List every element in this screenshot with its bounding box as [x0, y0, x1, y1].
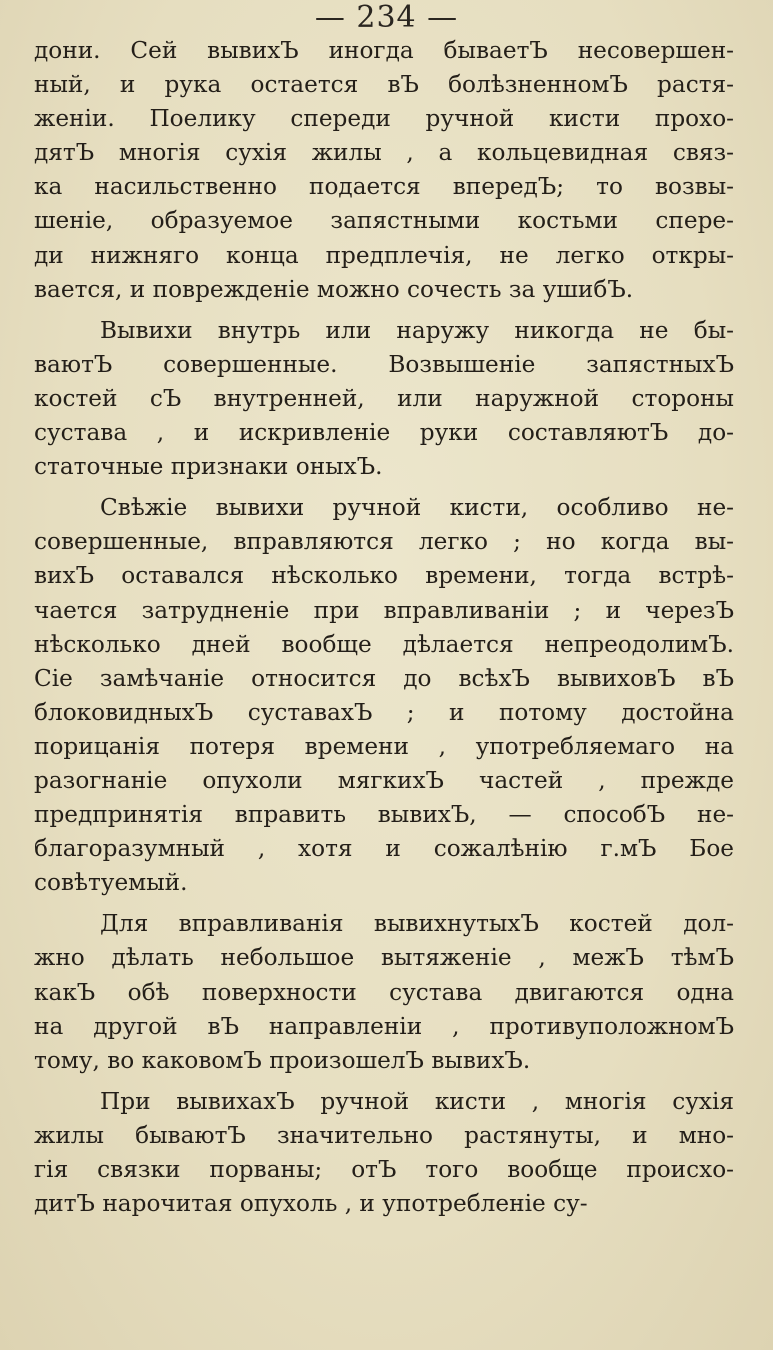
text-line: дятЪ многія сухія жилы , а кольцевидная связ- — [34, 139, 734, 167]
text-line: Для вправливанія вывихнутыхЪ костей дол- — [100, 910, 734, 938]
text-line: предпринятія вправить вывихЪ, — способЪ не- — [34, 801, 734, 829]
text-line: костей сЪ внутренней, или наружной стороны — [34, 384, 734, 412]
text-line: какЪ обѣ поверхности сустава двигаются одна — [34, 978, 734, 1006]
text-line: женіи. Поелику спереди ручной кисти прохо- — [34, 105, 734, 133]
text-line: дони. Сей вывихЪ иногда бываетЪ несовершен- — [34, 37, 734, 64]
text-line: жилы бываютЪ значительно растянуты, и мно- — [34, 1121, 734, 1149]
text-line: нѣсколько дней вообще дѣлается непреодолимЪ. — [34, 630, 734, 658]
text-line: жно дѣлать небольшое вытяженіе , межЪ тѣмЪ — [34, 944, 734, 972]
text-line: совершенные, вправляются легко ; но когда вы- — [34, 528, 734, 556]
text-line: дитЪ нарочитая опухоль , и употребленіе су- — [34, 1190, 588, 1218]
text-line: порицанія потеря времени , употребляемаго на — [34, 732, 734, 760]
paragraph — [34, 907, 734, 1077]
text-line: блоковидныхЪ суставахЪ ; и потому достойна — [34, 698, 734, 726]
paragraph-gap — [34, 307, 734, 314]
text-line: статочные признаки оныхЪ. — [34, 453, 383, 481]
paragraph-gap — [34, 900, 734, 907]
body-text — [34, 34, 734, 1221]
text-line: благоразумный , хотя и сожалѣнію г.мЪ Бое — [34, 835, 734, 863]
text-line: вается, и поврежденіе можно сочесть за ушибЪ. — [34, 275, 634, 303]
text-line: ваютЪ совершенные. Возвышеніе запястныхЪ — [34, 350, 734, 378]
paragraph — [34, 314, 734, 484]
page-number: — 234 — — [314, 0, 459, 35]
text-line: сустава , и искривленіе руки составляютЪ до- — [34, 419, 734, 447]
text-line: шеніе, образуемое запястными костьми спере- — [34, 207, 734, 235]
paragraph — [34, 34, 734, 307]
text-line: ный, и рука остается вЪ болѣзненномЪ растя- — [34, 71, 734, 99]
paragraph — [34, 1085, 734, 1221]
text-line: Свѣжіе вывихи ручной кисти, особливо не- — [100, 494, 734, 522]
paragraph-gap — [34, 1078, 734, 1085]
text-line: Вывихи внутрь или наружу никогда не бы- — [100, 316, 734, 344]
paragraph — [34, 491, 734, 900]
text-line: разогнаніе опухоли мягкихЪ частей , прежде — [34, 766, 734, 794]
text-line: чается затрудненіе при вправливаніи ; и черезЪ — [34, 596, 734, 624]
text-line: вихЪ оставался нѣсколько времени, тогда встрѣ- — [34, 562, 734, 590]
text-line: совѣтуемый. — [34, 869, 188, 897]
text-line: ди нижняго конца предплечія, не легко откры- — [34, 241, 734, 269]
text-line: При вывихахЪ ручной кисти , многія сухія — [100, 1087, 734, 1115]
text-line: гія связки порваны; отЪ того вообще происхо- — [34, 1156, 734, 1183]
text-line: тому, во каковомЪ произошелЪ вывихЪ. — [34, 1046, 531, 1074]
paragraph-gap — [34, 484, 734, 491]
text-line: ка насильственно подается впередЪ; то возвы- — [34, 173, 734, 201]
text-line: на другой вЪ направленіи , противуположномЪ — [34, 1012, 734, 1040]
text-line: Сіе замѣчаніе относится до всѣхЪ вывиховЪ вЪ — [34, 664, 734, 692]
